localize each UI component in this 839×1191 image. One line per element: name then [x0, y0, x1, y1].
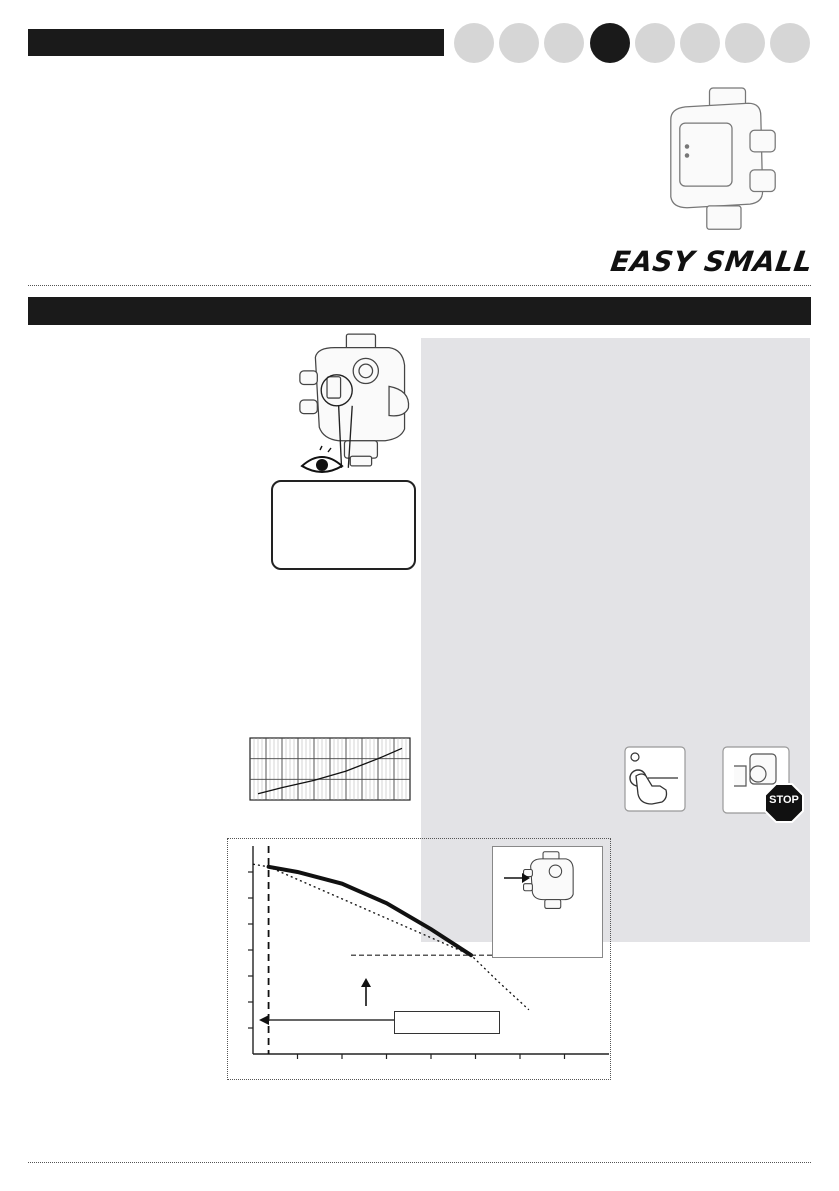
small-grid-chart — [240, 730, 420, 805]
tab-7[interactable] — [725, 23, 765, 63]
divider-bottom — [28, 1162, 811, 1163]
tab-4[interactable] — [590, 23, 630, 63]
tab-6[interactable] — [680, 23, 720, 63]
header-title-bar — [28, 29, 444, 56]
curve-dotted-extension — [253, 864, 529, 1010]
hand-pressing-button-icon — [624, 746, 686, 812]
chart-label-box — [394, 1011, 500, 1034]
tab-1[interactable] — [454, 23, 494, 63]
callout-box — [271, 480, 416, 570]
tab-3[interactable] — [544, 23, 584, 63]
tab-8[interactable] — [770, 23, 810, 63]
arrow-up-icon — [361, 978, 371, 987]
eye-icon — [300, 446, 346, 476]
device-image-top — [660, 75, 795, 245]
divider-top — [28, 285, 811, 286]
stop-sign-label: STOP — [769, 794, 799, 806]
tab-2[interactable] — [499, 23, 539, 63]
arrow-right-icon — [504, 872, 530, 884]
brand-logo: EASY SMALL — [608, 245, 815, 278]
section-bar — [28, 297, 811, 325]
arrow-left-icon — [259, 1015, 269, 1025]
tab-5[interactable] — [635, 23, 675, 63]
